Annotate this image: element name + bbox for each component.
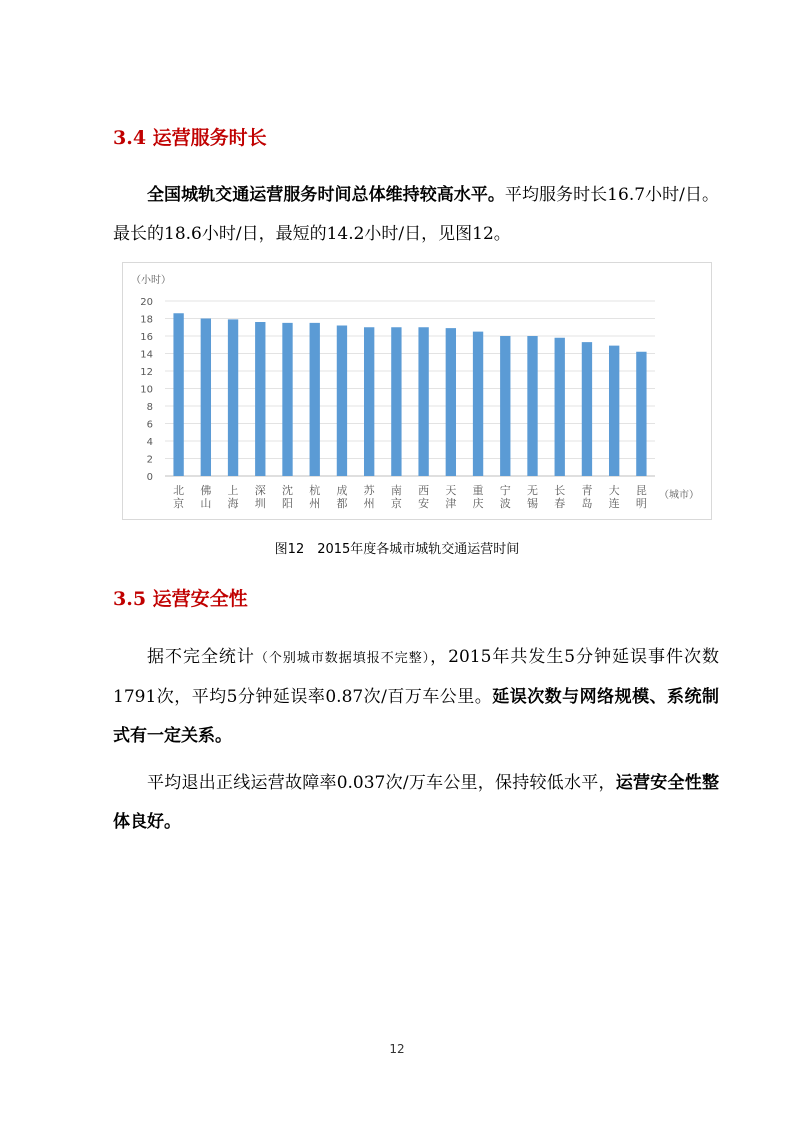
- x-tick-label: 西安: [418, 484, 430, 510]
- x-tick-label: 长春: [554, 484, 566, 510]
- bar-1: [201, 319, 211, 477]
- y-axis-label: （小时）: [131, 275, 171, 286]
- paragraph-delays: [113, 638, 719, 756]
- bar-5: [310, 323, 320, 476]
- bar-3: [255, 322, 265, 476]
- x-tick-label: 杭州: [309, 484, 321, 510]
- y-tick-label: 12: [140, 367, 153, 378]
- bold-statement: 全国城轨交通运营服务时间总体维持较高水平。: [147, 185, 505, 205]
- y-tick-label: 14: [140, 349, 153, 361]
- y-tick-label: 18: [140, 314, 153, 326]
- x-tick-label: 青岛: [581, 484, 593, 510]
- x-tick-label: 宁波: [499, 484, 511, 510]
- x-tick-label: 沈阳: [282, 484, 293, 510]
- y-tick-label: 16: [140, 332, 153, 343]
- x-tick-label: 深圳: [254, 484, 266, 510]
- section-heading: 3.4 运营服务时长: [113, 127, 267, 149]
- y-tick-label: 20: [140, 297, 153, 308]
- section-heading: 3.5 运营安全性: [113, 588, 248, 610]
- y-tick-label: 10: [140, 384, 153, 396]
- x-tick-label: 天津: [445, 484, 457, 510]
- body-text: ，2015年共发生5分钟延误事件次数1791次，平均5分钟延误率0.87次/百万车公里。: [113, 647, 719, 707]
- x-tick-label: 佛山: [200, 484, 212, 510]
- x-tick-label: 成都: [336, 484, 348, 510]
- x-tick-label: 南京: [390, 484, 402, 510]
- bar-13: [527, 336, 537, 476]
- y-tick-label: 0: [146, 472, 153, 483]
- paragraph-faults: [113, 764, 719, 842]
- bar-2: [228, 319, 238, 476]
- bar-6: [337, 326, 347, 477]
- page-number: 12: [389, 1042, 405, 1056]
- bar-11: [473, 332, 483, 476]
- x-tick-label: 北京: [173, 484, 185, 510]
- bar-4: [282, 323, 292, 476]
- bar-15: [582, 342, 592, 476]
- x-tick-label: 上海: [227, 484, 239, 510]
- body-text: 平均退出正线运营故障率0.037次/万车公里，保持较低水平，: [147, 773, 616, 793]
- bar-10: [446, 328, 456, 476]
- bar-7: [364, 327, 374, 476]
- bold-statement: 延误次数与网络规模、系统制式有一定关系。: [113, 687, 719, 746]
- x-axis-label: （城市）: [659, 490, 699, 501]
- figure-caption: 图12 2015年度各城市城轨交通运营时间: [274, 542, 520, 557]
- x-tick-label: 大连: [608, 484, 620, 510]
- bar-0: [173, 313, 183, 476]
- y-tick-label: 2: [146, 454, 153, 466]
- paragraph-service-hours: [113, 176, 719, 254]
- bold-statement: 运营安全性整体良好。: [113, 773, 719, 832]
- bar-14: [555, 338, 565, 476]
- bar-12: [500, 336, 510, 476]
- bar-9: [418, 327, 428, 476]
- note-text: （个别城市数据填报不完整）: [254, 651, 431, 666]
- bar-17: [636, 352, 646, 476]
- y-tick-label: 6: [146, 419, 153, 431]
- x-tick-label: 无锡: [527, 484, 538, 510]
- y-tick-label: 8: [146, 402, 153, 413]
- bar-16: [609, 346, 619, 476]
- body-text: 据不完全统计: [147, 647, 255, 667]
- body-text: 平均服务时长16.7小时/日。最长的18.6小时/日，最短的14.2小时/日，见图12。: [113, 185, 719, 244]
- chart-canvas: [123, 263, 713, 521]
- bar-chart: [122, 262, 712, 520]
- y-tick-label: 4: [146, 437, 153, 448]
- bar-8: [391, 327, 401, 476]
- x-tick-label: 昆明: [635, 484, 647, 510]
- x-tick-label: 苏州: [363, 484, 375, 510]
- x-tick-label: 重庆: [472, 484, 484, 510]
